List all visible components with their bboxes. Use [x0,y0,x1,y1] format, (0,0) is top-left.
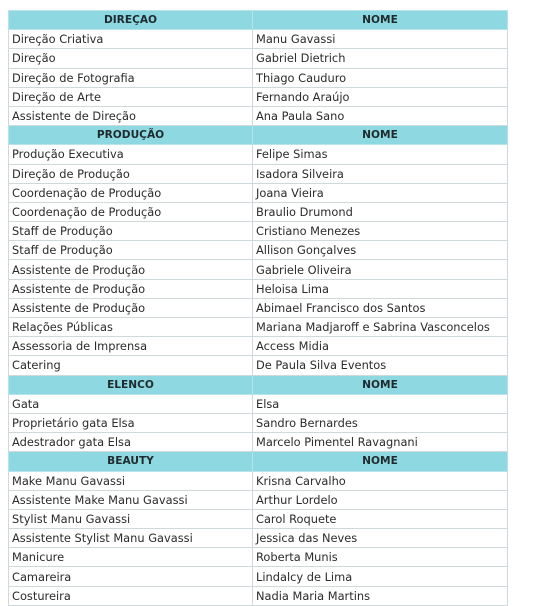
table-row [9,356,508,375]
name-column-header: NOME [253,126,508,145]
person-name-cell: Nadia Maria Martins [253,586,508,605]
person-name-cell: Braulio Drumond [253,202,508,221]
role-cell: Direção de Produção [9,164,253,183]
table-row [9,490,508,509]
person-name-cell: Access Midia [253,337,508,356]
person-name-cell: De Paula Silva Eventos [253,356,508,375]
person-name-cell: Manu Gavassi [253,30,508,49]
table-row [9,394,508,413]
table-row [9,260,508,279]
person-name-cell: Mariana Madjaroff e Sabrina Vasconcelos [253,318,508,337]
role-cell: Assistente de Direção [9,106,253,125]
person-name-cell: Abimael Francisco dos Santos [253,298,508,317]
person-name-cell: Jessica das Neves [253,529,508,548]
table-row [9,298,508,317]
name-column-header: NOME [253,452,508,471]
person-name-cell: Elsa [253,394,508,413]
section-title: PRODUÇÃO [9,126,253,145]
person-name-cell: Joana Vieira [253,183,508,202]
credits-table-container [8,10,507,606]
role-cell: Direção [9,49,253,68]
person-name-cell: Allison Gonçalves [253,241,508,260]
table-row [9,413,508,432]
table-row [9,68,508,87]
role-cell: Direção de Arte [9,87,253,106]
table-row [9,529,508,548]
section-title: BEAUTY [9,452,253,471]
table-row [9,164,508,183]
person-name-cell: Fernando Araújo [253,87,508,106]
table-row [9,586,508,605]
table-row [9,471,508,490]
section-header-row [9,452,508,471]
role-cell: Produção Executiva [9,145,253,164]
role-cell: Direção de Fotografia [9,68,253,87]
person-name-cell: Ana Paula Sano [253,106,508,125]
table-row [9,433,508,452]
person-name-cell: Felipe Simas [253,145,508,164]
role-cell: Make Manu Gavassi [9,471,253,490]
role-cell: Coordenação de Produção [9,202,253,221]
role-cell: Manicure [9,548,253,567]
role-cell: Staff de Produção [9,222,253,241]
role-cell: Assistente de Produção [9,279,253,298]
section-header-row [9,126,508,145]
name-column-header: NOME [253,11,508,30]
table-row [9,87,508,106]
person-name-cell: Roberta Munis [253,548,508,567]
table-row [9,49,508,68]
table-row [9,567,508,586]
table-row [9,279,508,298]
table-row [9,337,508,356]
role-cell: Assessoria de Imprensa [9,337,253,356]
role-cell: Assistente Stylist Manu Gavassi [9,529,253,548]
table-row [9,30,508,49]
role-cell: Proprietário gata Elsa [9,413,253,432]
person-name-cell: Isadora Silveira [253,164,508,183]
table-row [9,509,508,528]
section-header-row [9,375,508,394]
person-name-cell: Marcelo Pimentel Ravagnani [253,433,508,452]
person-name-cell: Gabriele Oliveira [253,260,508,279]
credits-table-body [9,11,508,606]
table-row [9,145,508,164]
section-header-row [9,11,508,30]
role-cell: Adestrador gata Elsa [9,433,253,452]
role-cell: Staff de Produção [9,241,253,260]
role-cell: Stylist Manu Gavassi [9,509,253,528]
role-cell: Direção Criativa [9,30,253,49]
table-row [9,222,508,241]
role-cell: Coordenação de Produção [9,183,253,202]
person-name-cell: Lindalcy de Lima [253,567,508,586]
table-row [9,202,508,221]
role-cell: Catering [9,356,253,375]
role-cell: Assistente de Produção [9,298,253,317]
person-name-cell: Krisna Carvalho [253,471,508,490]
person-name-cell: Heloisa Lima [253,279,508,298]
role-cell: Gata [9,394,253,413]
table-row [9,548,508,567]
credits-table [8,10,508,606]
table-row [9,183,508,202]
role-cell: Costureira [9,586,253,605]
table-row [9,241,508,260]
section-title: ELENCO [9,375,253,394]
table-row [9,318,508,337]
person-name-cell: Sandro Bernardes [253,413,508,432]
role-cell: Assistente de Produção [9,260,253,279]
person-name-cell: Carol Roquete [253,509,508,528]
person-name-cell: Arthur Lordelo [253,490,508,509]
person-name-cell: Thiago Cauduro [253,68,508,87]
person-name-cell: Cristiano Menezes [253,222,508,241]
role-cell: Relações Públicas [9,318,253,337]
name-column-header: NOME [253,375,508,394]
role-cell: Assistente Make Manu Gavassi [9,490,253,509]
person-name-cell: Gabriel Dietrich [253,49,508,68]
section-title: DIREÇAO [9,11,253,30]
role-cell: Camareira [9,567,253,586]
table-row [9,106,508,125]
